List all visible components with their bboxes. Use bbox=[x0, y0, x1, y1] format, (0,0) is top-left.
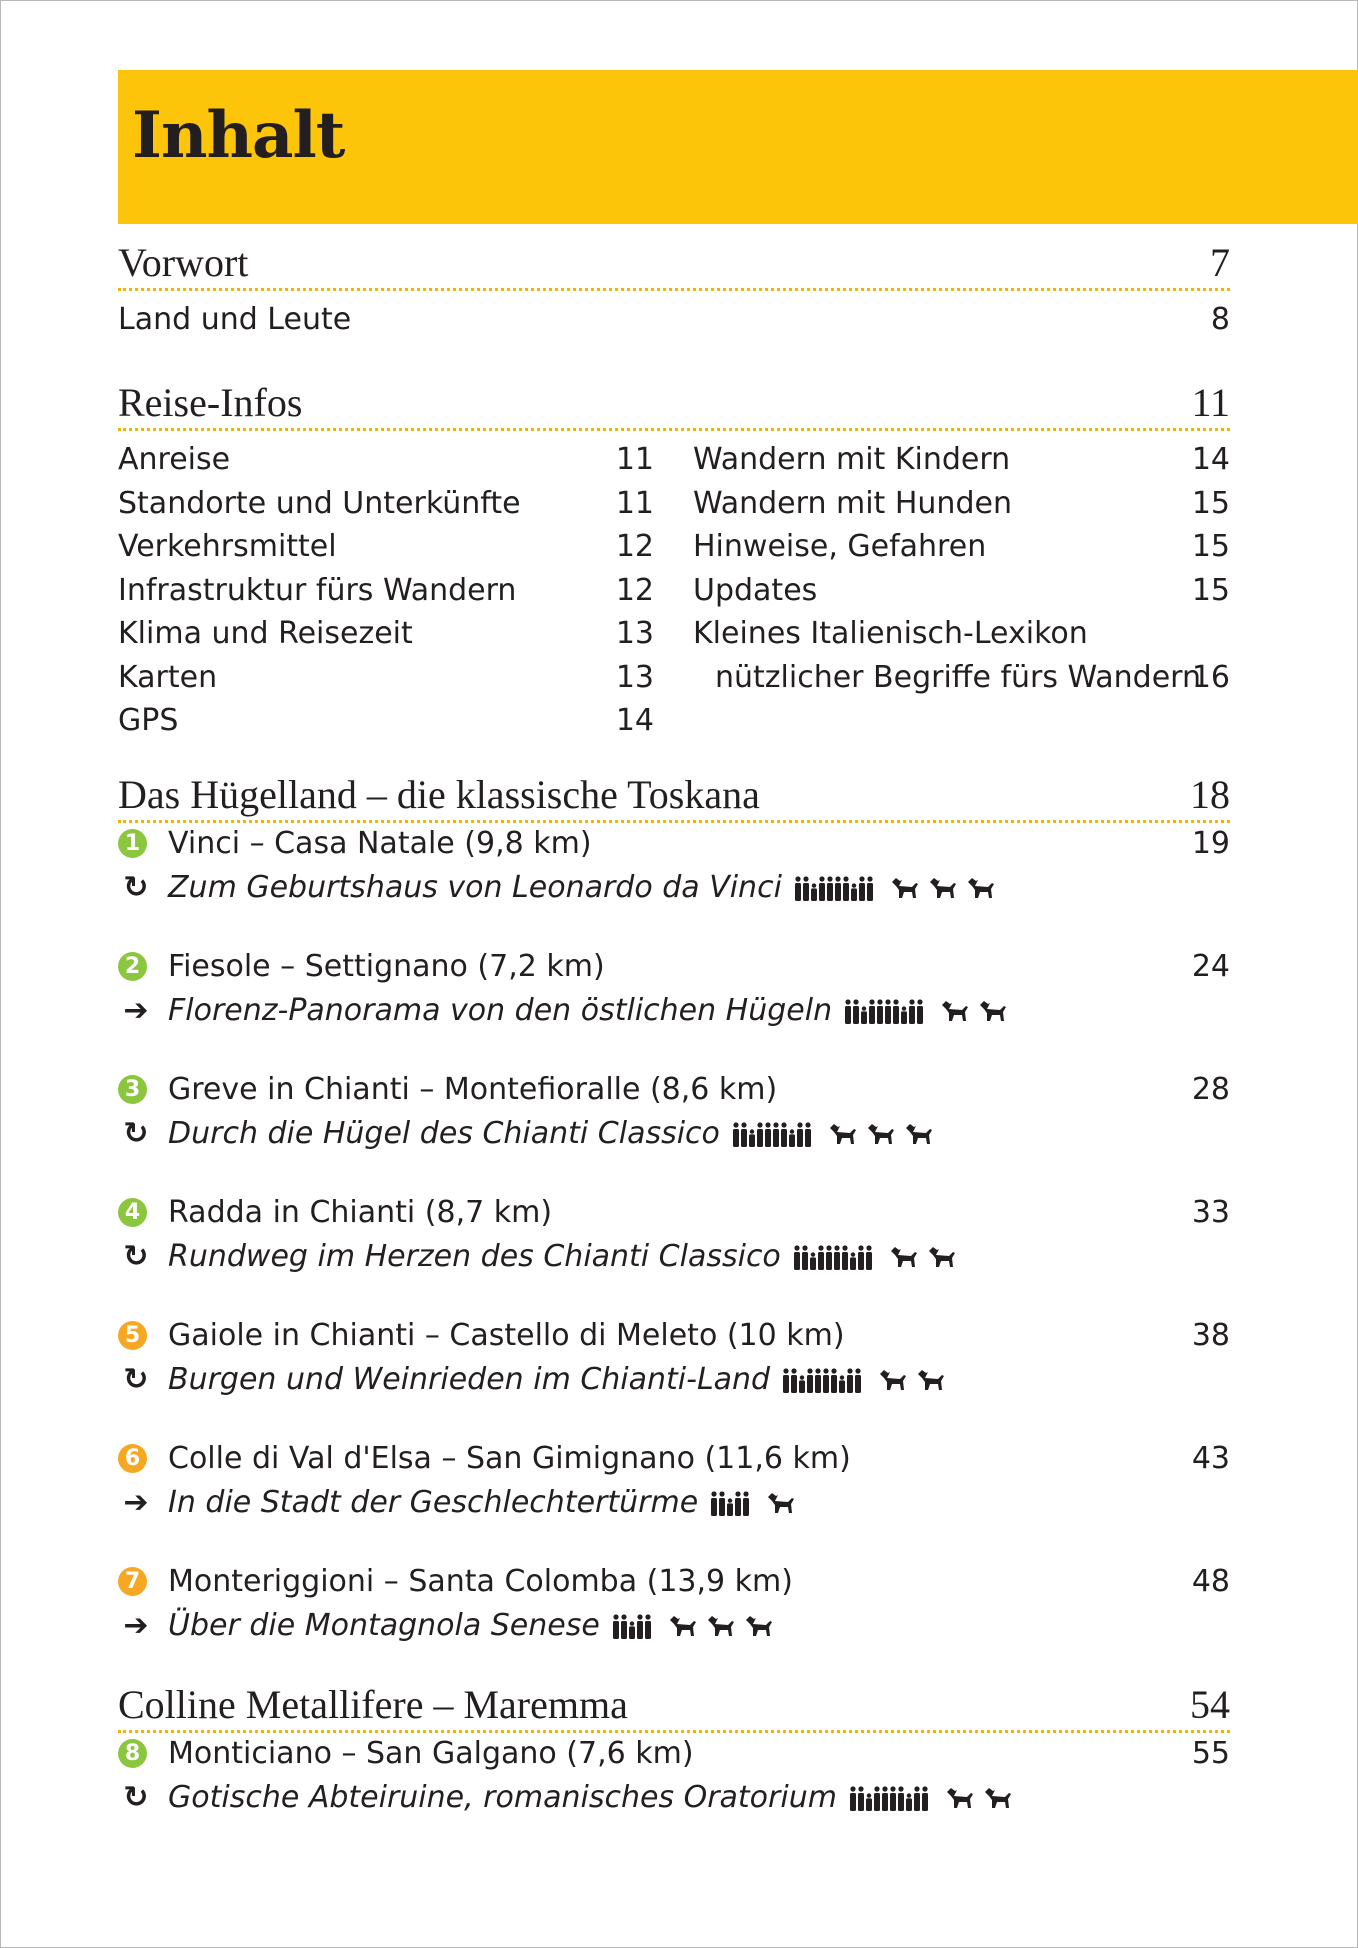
family-rating bbox=[782, 1367, 862, 1393]
family-icon bbox=[772, 1121, 812, 1147]
entry-page: 15 bbox=[1191, 529, 1230, 564]
arrow-right-icon: ➔ bbox=[123, 993, 149, 1028]
dog-rating bbox=[890, 876, 996, 900]
section-title: Das Hügelland – die klassische Toskana bbox=[118, 772, 760, 817]
tour-subtitle bbox=[168, 1778, 1013, 1818]
tour-subtitle-text: Gotische Abteiruine, romanisches Oratorium bbox=[168, 1780, 837, 1815]
tour-subtitle bbox=[168, 1360, 946, 1400]
tour-subtitle-text: Florenz-Panorama von den östlichen Hügeln bbox=[168, 993, 833, 1028]
entry-label: Infrastruktur fürs Wandern bbox=[118, 572, 517, 608]
reise-entry[interactable] bbox=[693, 614, 1230, 654]
loop-icon: ↻ bbox=[123, 1239, 149, 1274]
family-icon bbox=[732, 1121, 772, 1147]
tour-number-badge: 4 bbox=[118, 1198, 147, 1227]
reise-entry[interactable] bbox=[118, 571, 654, 611]
section-huegelland[interactable] bbox=[118, 772, 1230, 823]
section-colline-metallifere[interactable] bbox=[118, 1682, 1230, 1733]
tour-subtitle-row bbox=[118, 1778, 1230, 1818]
entry-label: Wandern mit Kindern bbox=[693, 442, 1011, 477]
tour-title-text: Colle di Val d'Elsa – San Gimignano (11,6 km) bbox=[168, 1441, 851, 1476]
family-rating bbox=[732, 1121, 812, 1147]
entry-label: Kleines Italienisch-Lexikon bbox=[693, 616, 1088, 651]
entry-page: 15 bbox=[1191, 572, 1230, 608]
dog-icon bbox=[828, 1122, 858, 1146]
reise-entry[interactable] bbox=[693, 571, 1230, 611]
family-icon bbox=[834, 875, 874, 901]
tour-subtitle-row bbox=[118, 1606, 1230, 1646]
tour-2[interactable] bbox=[118, 947, 1230, 987]
tour-title-text: Radda in Chianti (8,7 km) bbox=[168, 1195, 553, 1230]
family-icon bbox=[710, 1490, 750, 1516]
dog-icon bbox=[668, 1614, 698, 1638]
tour-6[interactable] bbox=[118, 1439, 1230, 1479]
dog-icon bbox=[966, 876, 996, 900]
entry-label: Klima und Reisezeit bbox=[118, 616, 413, 651]
tour-3[interactable] bbox=[118, 1070, 1230, 1110]
tour-subtitle-text: Burgen und Weinrieden im Chianti-Land bbox=[168, 1362, 771, 1397]
dog-icon bbox=[978, 999, 1008, 1023]
entry-page: 12 bbox=[615, 529, 654, 564]
entry-page: 13 bbox=[615, 659, 654, 695]
section-title: Colline Metallifere – Maremma bbox=[118, 1682, 628, 1727]
dog-icon bbox=[889, 1245, 919, 1269]
dog-icon bbox=[945, 1786, 975, 1810]
tour-page: 38 bbox=[1191, 1318, 1230, 1353]
dog-icon bbox=[890, 876, 920, 900]
entry-page: 8 bbox=[1210, 302, 1230, 337]
section-vorwort[interactable] bbox=[118, 240, 1230, 291]
tour-number-badge: 1 bbox=[118, 829, 147, 858]
tour-title-text: Vinci – Casa Natale (9,8 km) bbox=[168, 826, 592, 861]
entry-page: 15 bbox=[1191, 485, 1230, 521]
reise-entry[interactable] bbox=[693, 484, 1230, 524]
tour-title-text: Monticiano – San Galgano (7,6 km) bbox=[168, 1736, 694, 1771]
tour-subtitle-text: Zum Geburtshaus von Leonardo da Vinci bbox=[168, 870, 782, 905]
family-icon bbox=[794, 875, 834, 901]
dog-icon bbox=[706, 1614, 736, 1638]
family-rating bbox=[794, 875, 874, 901]
entry-label: nützlicher Begriffe fürs Wandern bbox=[715, 659, 1201, 695]
tour-subtitle-text: In die Stadt der Geschlechtertürme bbox=[168, 1485, 699, 1520]
tour-number-badge: 3 bbox=[118, 1075, 147, 1104]
section-page: 11 bbox=[1191, 380, 1230, 425]
dog-rating bbox=[940, 999, 1008, 1023]
reise-entry[interactable] bbox=[693, 440, 1230, 480]
dog-icon bbox=[866, 1122, 896, 1146]
tour-title-text: Fiesole – Settignano (7,2 km) bbox=[168, 949, 605, 984]
family-icon bbox=[849, 1785, 889, 1811]
tour-subtitle bbox=[168, 991, 1008, 1031]
reise-entry[interactable] bbox=[118, 614, 654, 654]
arrow-right-icon: ➔ bbox=[123, 1485, 149, 1520]
tour-subtitle-text: Rundweg im Herzen des Chianti Classico bbox=[168, 1239, 781, 1274]
tour-subtitle-text: Durch die Hügel des Chianti Classico bbox=[168, 1116, 720, 1151]
tour-subtitle bbox=[168, 1114, 934, 1154]
section-page: 54 bbox=[1190, 1682, 1230, 1727]
dog-rating bbox=[828, 1122, 934, 1146]
entry-page: 11 bbox=[615, 442, 654, 477]
entry-label: Updates bbox=[693, 572, 818, 608]
tour-page: 48 bbox=[1191, 1564, 1230, 1599]
tour-number-badge: 7 bbox=[118, 1567, 147, 1596]
tour-number-badge: 5 bbox=[118, 1321, 147, 1350]
section-page: 7 bbox=[1210, 240, 1230, 285]
entry-label: Wandern mit Hunden bbox=[693, 485, 1012, 521]
tour-number-badge: 2 bbox=[118, 952, 147, 981]
entry-label: Standorte und Unterkünfte bbox=[118, 485, 521, 521]
dog-icon bbox=[928, 876, 958, 900]
loop-icon: ↻ bbox=[123, 870, 149, 905]
tour-page: 33 bbox=[1191, 1195, 1230, 1230]
entry-label: Hinweise, Gefahren bbox=[693, 529, 987, 564]
tour-subtitle bbox=[168, 1237, 957, 1277]
tour-page: 19 bbox=[1191, 826, 1230, 861]
tour-subtitle bbox=[168, 868, 996, 908]
tour-number-badge: 8 bbox=[118, 1739, 147, 1768]
tour-4[interactable] bbox=[118, 1193, 1230, 1233]
family-rating bbox=[844, 998, 924, 1024]
tour-subtitle-row bbox=[118, 1360, 1230, 1400]
entry-label: Anreise bbox=[118, 442, 231, 477]
tour-page: 24 bbox=[1191, 949, 1230, 984]
tour-subtitle bbox=[168, 1483, 796, 1523]
tour-subtitle-row bbox=[118, 1114, 1230, 1154]
dog-rating bbox=[878, 1368, 946, 1392]
family-rating bbox=[710, 1490, 750, 1516]
family-icon bbox=[822, 1367, 862, 1393]
arrow-right-icon: ➔ bbox=[123, 1608, 149, 1643]
entry-page: 11 bbox=[615, 485, 654, 521]
tour-1[interactable] bbox=[118, 824, 1230, 864]
reise-entry[interactable] bbox=[118, 440, 654, 480]
title-bar bbox=[118, 70, 1358, 224]
tour-8[interactable] bbox=[118, 1734, 1230, 1774]
family-icon bbox=[889, 1785, 929, 1811]
reise-entry[interactable] bbox=[693, 527, 1230, 567]
reise-entry[interactable] bbox=[118, 484, 654, 524]
entry-label: Land und Leute bbox=[118, 302, 352, 337]
entry-page: 12 bbox=[615, 572, 654, 608]
dog-icon bbox=[916, 1368, 946, 1392]
family-rating bbox=[793, 1244, 873, 1270]
family-icon bbox=[833, 1244, 873, 1270]
loop-icon: ↻ bbox=[123, 1780, 149, 1815]
family-rating bbox=[612, 1613, 652, 1639]
dog-icon bbox=[927, 1245, 957, 1269]
section-title: Vorwort bbox=[118, 240, 249, 285]
tour-page: 55 bbox=[1191, 1736, 1230, 1771]
reise-entry[interactable] bbox=[118, 527, 654, 567]
tour-title-text: Greve in Chianti – Montefioralle (8,6 km) bbox=[168, 1072, 778, 1107]
family-icon bbox=[884, 998, 924, 1024]
tour-7[interactable] bbox=[118, 1562, 1230, 1602]
entry-page: 13 bbox=[615, 616, 654, 651]
dog-rating bbox=[668, 1614, 774, 1638]
tour-page: 43 bbox=[1191, 1441, 1230, 1476]
tour-title-text: Monteriggioni – Santa Colomba (13,9 km) bbox=[168, 1564, 793, 1599]
entry-label: GPS bbox=[118, 703, 179, 738]
tour-number-badge: 6 bbox=[118, 1444, 147, 1473]
dog-icon bbox=[878, 1368, 908, 1392]
family-rating bbox=[849, 1785, 929, 1811]
dog-icon bbox=[940, 999, 970, 1023]
section-page: 18 bbox=[1190, 772, 1230, 817]
dog-rating bbox=[889, 1245, 957, 1269]
family-icon bbox=[844, 998, 884, 1024]
tour-subtitle-row bbox=[118, 1237, 1230, 1277]
loop-icon: ↻ bbox=[123, 1362, 149, 1397]
entry-page: 14 bbox=[615, 703, 654, 738]
section-title: Reise-Infos bbox=[118, 380, 303, 425]
tour-title-text: Gaiole in Chianti – Castello di Meleto (10 km) bbox=[168, 1318, 845, 1353]
loop-icon: ↻ bbox=[123, 1116, 149, 1151]
entry-label: Karten bbox=[118, 659, 218, 695]
dog-rating bbox=[766, 1491, 796, 1515]
tour-page: 28 bbox=[1191, 1072, 1230, 1107]
family-icon bbox=[782, 1367, 822, 1393]
page-title: Inhalt bbox=[132, 98, 345, 173]
tour-subtitle-text: Über die Montagnola Senese bbox=[168, 1608, 600, 1643]
dog-icon bbox=[744, 1614, 774, 1638]
section-reise-infos[interactable] bbox=[118, 380, 1230, 431]
reise-entry[interactable] bbox=[118, 658, 654, 698]
tour-subtitle-row bbox=[118, 868, 1230, 908]
entry-label: Verkehrsmittel bbox=[118, 529, 337, 564]
dog-icon bbox=[904, 1122, 934, 1146]
entry-page: 16 bbox=[1191, 659, 1230, 695]
reise-entry[interactable] bbox=[693, 658, 1230, 698]
dog-icon bbox=[766, 1491, 796, 1515]
tour-subtitle-row bbox=[118, 991, 1230, 1031]
dog-rating bbox=[945, 1786, 1013, 1810]
tour-5[interactable] bbox=[118, 1316, 1230, 1356]
family-icon bbox=[612, 1613, 652, 1639]
reise-entry[interactable] bbox=[118, 701, 654, 741]
family-icon bbox=[793, 1244, 833, 1270]
tour-subtitle-row bbox=[118, 1483, 1230, 1523]
entry-land-und-leute[interactable] bbox=[118, 300, 1230, 340]
dog-icon bbox=[983, 1786, 1013, 1810]
tour-subtitle bbox=[168, 1606, 774, 1646]
entry-page: 14 bbox=[1191, 442, 1230, 477]
